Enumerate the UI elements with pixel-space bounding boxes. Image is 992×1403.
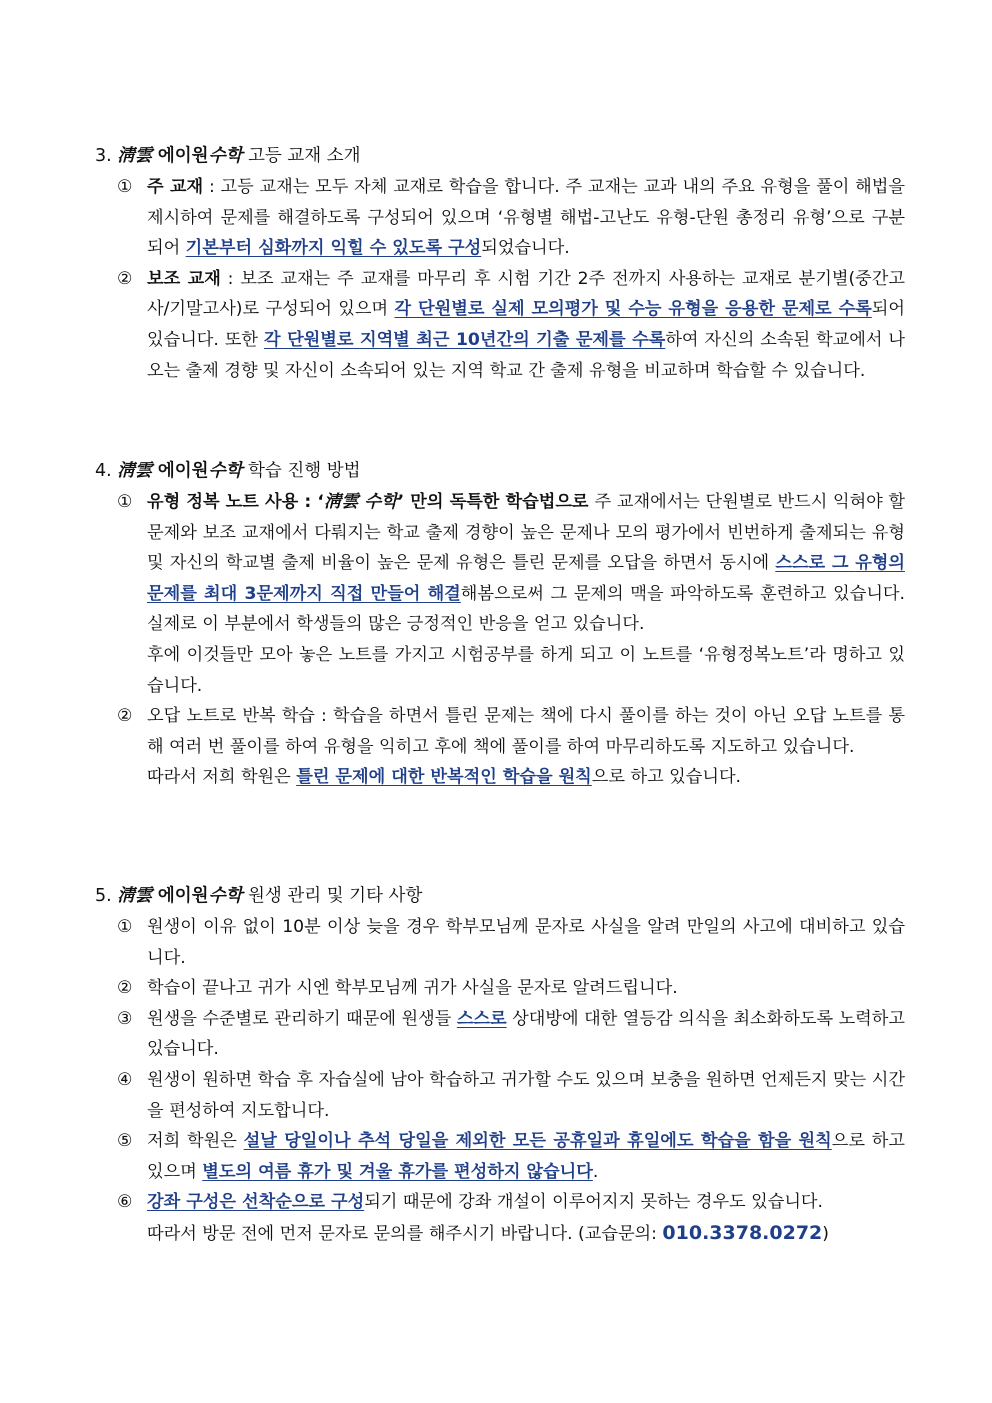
brand-name: 에이원 [157,886,209,906]
item-number: ④ [117,1069,133,1090]
item-text: : 보조 교재는 주 교재를 마무리 후 시험 기간 2주 전까지 사용하는 교재로 분기별(중간고사/기말고사)로 구성되어 있으며 [147,268,905,320]
item-number: ② [117,978,133,999]
item-text: 하여 자신의 소속된 학교에서 나오는 출제 경향 및 자신이 소속되어 있는 지역 학교 간 출제 유형을 비교하며 학습할 수 있습니다. [147,329,905,381]
list-item [95,264,905,386]
item-paragraph [147,762,905,793]
item-text: 주 교재에서는 단원별로 반드시 익혀야 할 문제와 보조 교재에서 다뤄지는 학교 출제 경향이 높은 문제나 모의 평가에서 빈번하게 출제되는 유형 및 자신의 학교별 출제 비율이 높은 문제 유형은 틀린 문제를 오답을 하면서 동시에 [147,492,905,574]
item-paragraph [147,1218,905,1250]
section-number: 3. [95,146,112,166]
highlight-text: 기본부터 심화까지 익힐 수 있도록 구성 [185,238,482,259]
highlight-text: 별도의 여름 휴가 및 겨울 휴가를 편성하지 않습니다 [202,1161,593,1182]
brand-name: 에이원 [157,461,209,481]
item-text: 원생이 이유 없이 10분 이상 늦을 경우 학부모님께 문자로 사실을 알려 만일의 사고에 대비하고 있습니다. [147,917,905,968]
item-number: ① [117,917,133,937]
item-text: 따라서 저희 학원은 [147,767,297,788]
item-lead: 보조 교재 [147,268,221,289]
item-lead: ’ 만의 독특한 학습법으로 [397,492,595,512]
highlight-text: 각 단원별로 실제 모의평가 및 수능 유형을 응용한 문제로 수록 [394,299,872,320]
item-number: ② [117,268,133,289]
item-number: ① [117,177,133,197]
item-number: ③ [117,1008,133,1029]
item-text: 으로 하고 있습니다. [591,767,742,788]
section-student-management [95,880,905,1250]
item-text: ) [822,1223,829,1244]
list-item [95,1065,905,1126]
list-item [95,1187,905,1249]
highlight-text: 설날 당일이나 추석 당일을 제외한 모든 공휴일과 휴일에도 학습을 함을 원칙 [243,1131,832,1152]
section-title: 학습 진행 방법 [247,461,361,481]
item-text: 해봄으로써 그 문제의 맥을 파악하도록 훈련하고 있습니다. 실제로 이 부분에서 학생들의 많은 긍정적인 반응을 얻고 있습니다. [147,583,905,635]
item-number: ⑥ [117,1192,133,1213]
brand-name: 에이원 [157,146,209,166]
list-item [95,1004,905,1065]
brand-suffix: 수학 [364,492,398,512]
item-lead: 주 교재 [147,177,204,197]
item-text: 따라서 방문 전에 먼저 문자로 문의를 해주시기 바랍니다. (교습문의: [147,1223,663,1244]
item-paragraph: 후에 이것들만 모아 놓은 노트를 가지고 시험공부를 하게 되고 이 노트를 ‘유형정복노트’라 명하고 있습니다. [147,644,905,696]
section-textbook-intro [95,140,905,386]
list-item [95,1126,905,1187]
brand-suffix: 수학 [208,146,243,166]
item-text: . [592,1161,599,1182]
brand-hanja: 淸雲 [117,146,153,166]
section-heading [95,880,905,912]
highlight-text: 각 단원별로 지역별 최근 10년간의 기출 문제를 수록 [264,329,666,350]
item-paragraph [147,1187,905,1218]
section-title: 고등 교재 소개 [247,146,361,166]
item-text: 되었습니다. [481,238,570,259]
highlight-text: 강좌 구성은 선착순으로 구성 [147,1192,365,1213]
phone-number: 010.3378.0272 [662,1221,823,1244]
item-text: 저희 학원은 [147,1131,244,1152]
section-heading [95,140,905,172]
section-number: 5. [95,886,112,906]
brand-hanja: 淸雲 [117,461,153,481]
item-text: : 고등 교재는 모두 자체 교재로 학습을 합니다. 주 교재는 교과 내의 주요 유형을 풀이 해법을 제시하여 문제를 해결하도록 구성되어 있으며 ‘유형별 해법-고난도 유형-단원 총정리 유형’으로 구분되어 [147,177,905,259]
highlight-text: 틀린 문제에 대한 반복적인 학습을 원칙 [296,767,592,788]
item-number: ① [117,492,133,512]
section-number: 4. [95,461,112,481]
item-number: ② [117,706,133,727]
brand-suffix: 수학 [208,886,243,906]
section-study-method [95,455,905,793]
item-paragraph [147,487,905,640]
list-item [95,701,905,793]
list-item [95,973,905,1004]
list-item [95,912,905,973]
item-paragraph: 오답 노트로 반복 학습 : 학습을 하면서 틀린 문제는 책에 다시 풀이를 하는 것이 아닌 오답 노트를 통해 여러 번 풀이를 하여 유형을 익히고 후에 책에 풀이를 하여 마무리하도록 지도하고 있습니다. [147,706,905,757]
brand-suffix: 수학 [208,461,243,481]
item-text: 원생이 원하면 학습 후 자습실에 남아 학습하고 귀가할 수도 있으며 보충을 원하면 언제든지 맞는 시간을 편성하여 지도합니다. [147,1069,905,1121]
item-text: 원생을 수준별로 관리하기 때문에 원생들 [147,1008,457,1029]
item-number: ⑤ [117,1131,133,1152]
brand-hanja: 淸雲 [117,886,153,906]
section-title: 원생 관리 및 기타 사항 [247,886,423,906]
item-lead: 유형 정복 노트 사용 : ‘ [147,492,324,512]
item-text: 상대방에 대한 열등감 의식을 최소화하도록 노력하고 있습니다. [147,1008,905,1060]
item-text: 으로 하고 있으며 [147,1131,905,1182]
list-item [95,172,905,264]
item-text: 학습이 끝나고 귀가 시엔 학부모님께 귀가 사실을 문자로 알려드립니다. [147,978,678,999]
section-heading [95,455,905,487]
list-item [95,487,905,701]
brand-hanja: 淸雲 [323,492,359,512]
highlight-text: 유형의 문제를 최대 3문제까지 직접 만들어 해결 [147,553,905,604]
highlight-text: 스스로 [456,1008,507,1029]
item-text: 되기 때문에 강좌 개설이 이루어지지 못하는 경우도 있습니다. [364,1192,823,1213]
highlight-text: 스스로 그 [775,553,856,574]
item-text: 되어 있습니다. 또한 [147,299,906,350]
